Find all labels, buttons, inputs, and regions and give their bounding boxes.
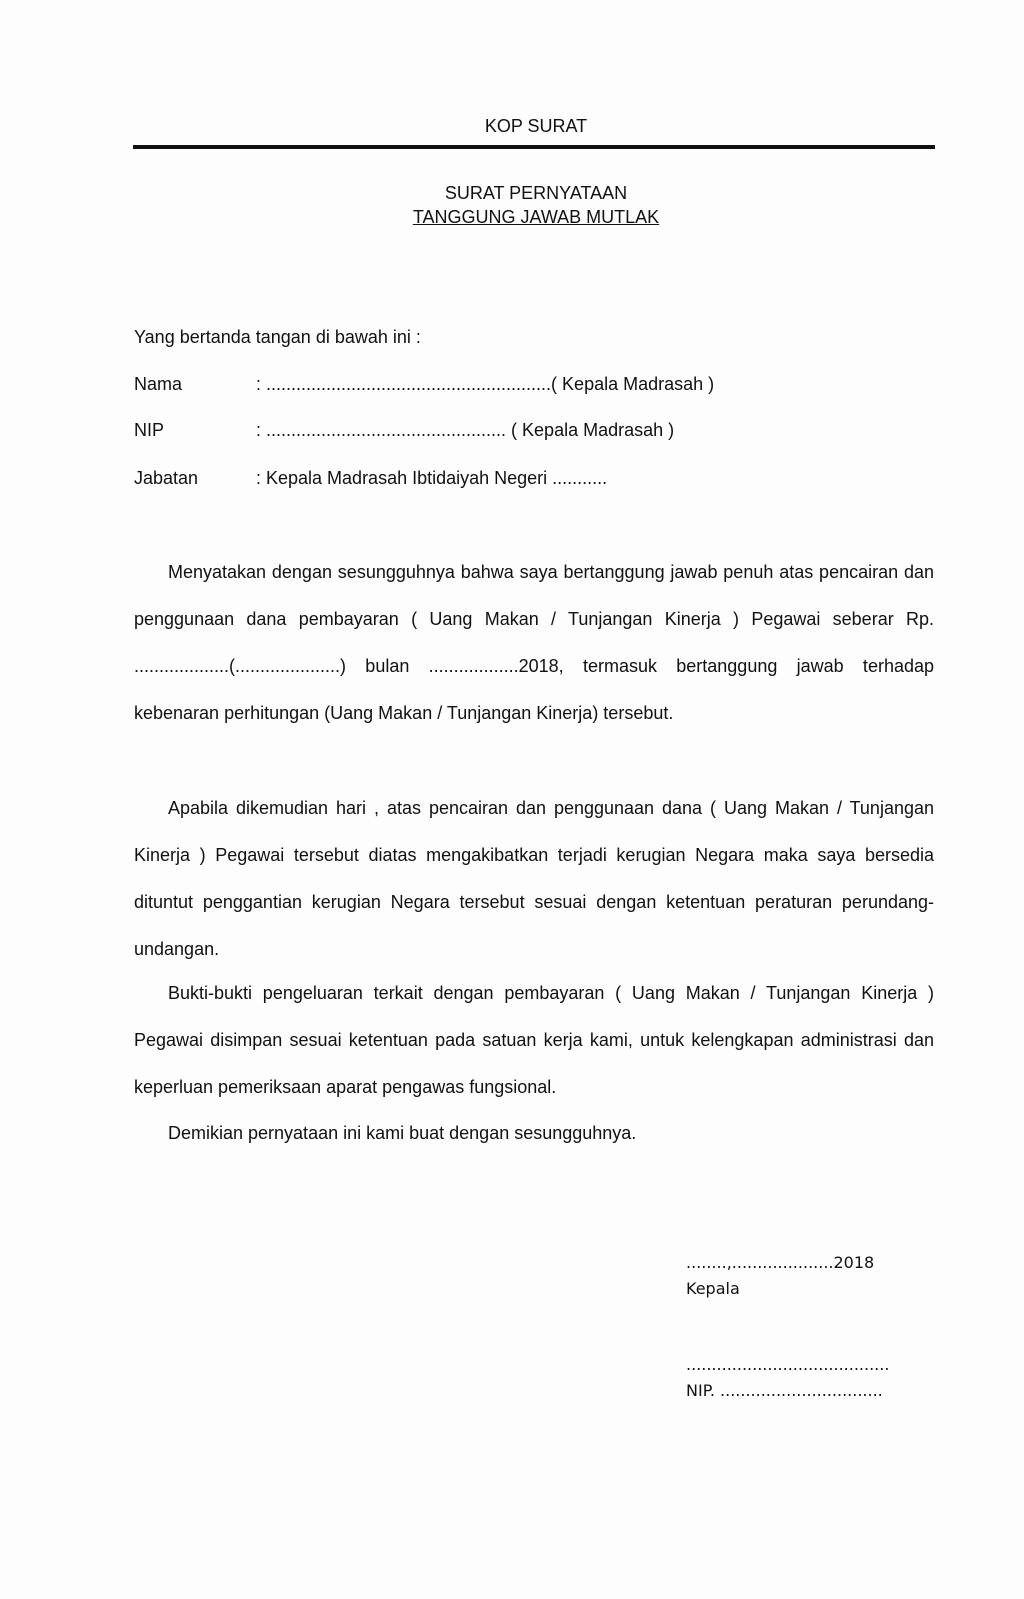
- field-label: NIP: [134, 420, 165, 440]
- field-value: : .........................................................( Kepala Madrasah ): [256, 374, 715, 394]
- field-row-jabatan: [134, 468, 607, 489]
- signature-name-line: ........................................: [686, 1355, 890, 1374]
- closing-paragraph: Demikian pernyataan ini kami buat dengan sesungguhnya.: [168, 1123, 637, 1143]
- letterhead-rule: [133, 145, 935, 149]
- field-row-nip: [134, 420, 674, 441]
- statement-paragraph: Menyatakan dengan sesungguhnya bahwa saya bertanggung jawab penuh atas pencairan dan penggunaan dana pembayaran ( Uang Makan / Tunjangan Kinerja ) Pegawai seberar Rp. ...................(.....................) bulan ..................2018, termasuk bertanggung jawab terhadap kebenaran perhitungan (Uang Makan / Tunjangan Kinerja) tersebut.: [134, 562, 934, 723]
- signature-position: Kepala: [686, 1279, 740, 1298]
- field-label: Nama: [134, 374, 183, 394]
- field-value: : ................................................ ( Kepala Madrasah ): [256, 420, 675, 440]
- letterhead-label: KOP SURAT: [484, 116, 588, 136]
- evidence-paragraph: Bukti-bukti pengeluaran terkait dengan pembayaran ( Uang Makan / Tunjangan Kinerja ) Pegawai disimpan sesuai ketentuan pada satuan kerja kami, untuk kelengkapan administrasi dan keperluan pemeriksaan aparat pengawas fungsional.: [134, 983, 934, 1097]
- document-subtitle: TANGGUNG JAWAB MUTLAK: [412, 207, 660, 227]
- field-value: : Kepala Madrasah Ibtidaiyah Negeri ...........: [256, 468, 608, 488]
- field-row-nama: [134, 374, 714, 395]
- signature-place-date: ........,....................2018: [686, 1253, 875, 1272]
- intro-text: Yang bertanda tangan di bawah ini :: [134, 327, 421, 347]
- signature-nip: NIP. ................................: [686, 1381, 883, 1400]
- liability-paragraph: Apabila dikemudian hari , atas pencairan dan penggunaan dana ( Uang Makan / Tunjangan Kinerja ) Pegawai tersebut diatas mengakibatkan terjadi kerugian Negara maka saya bersedia dituntut penggantian kerugian Negara tersebut sesuai dengan ketentuan peraturan perundang-undangan.: [134, 798, 934, 959]
- field-label: Jabatan: [134, 468, 199, 488]
- document-title: SURAT PERNYATAAN: [444, 183, 628, 203]
